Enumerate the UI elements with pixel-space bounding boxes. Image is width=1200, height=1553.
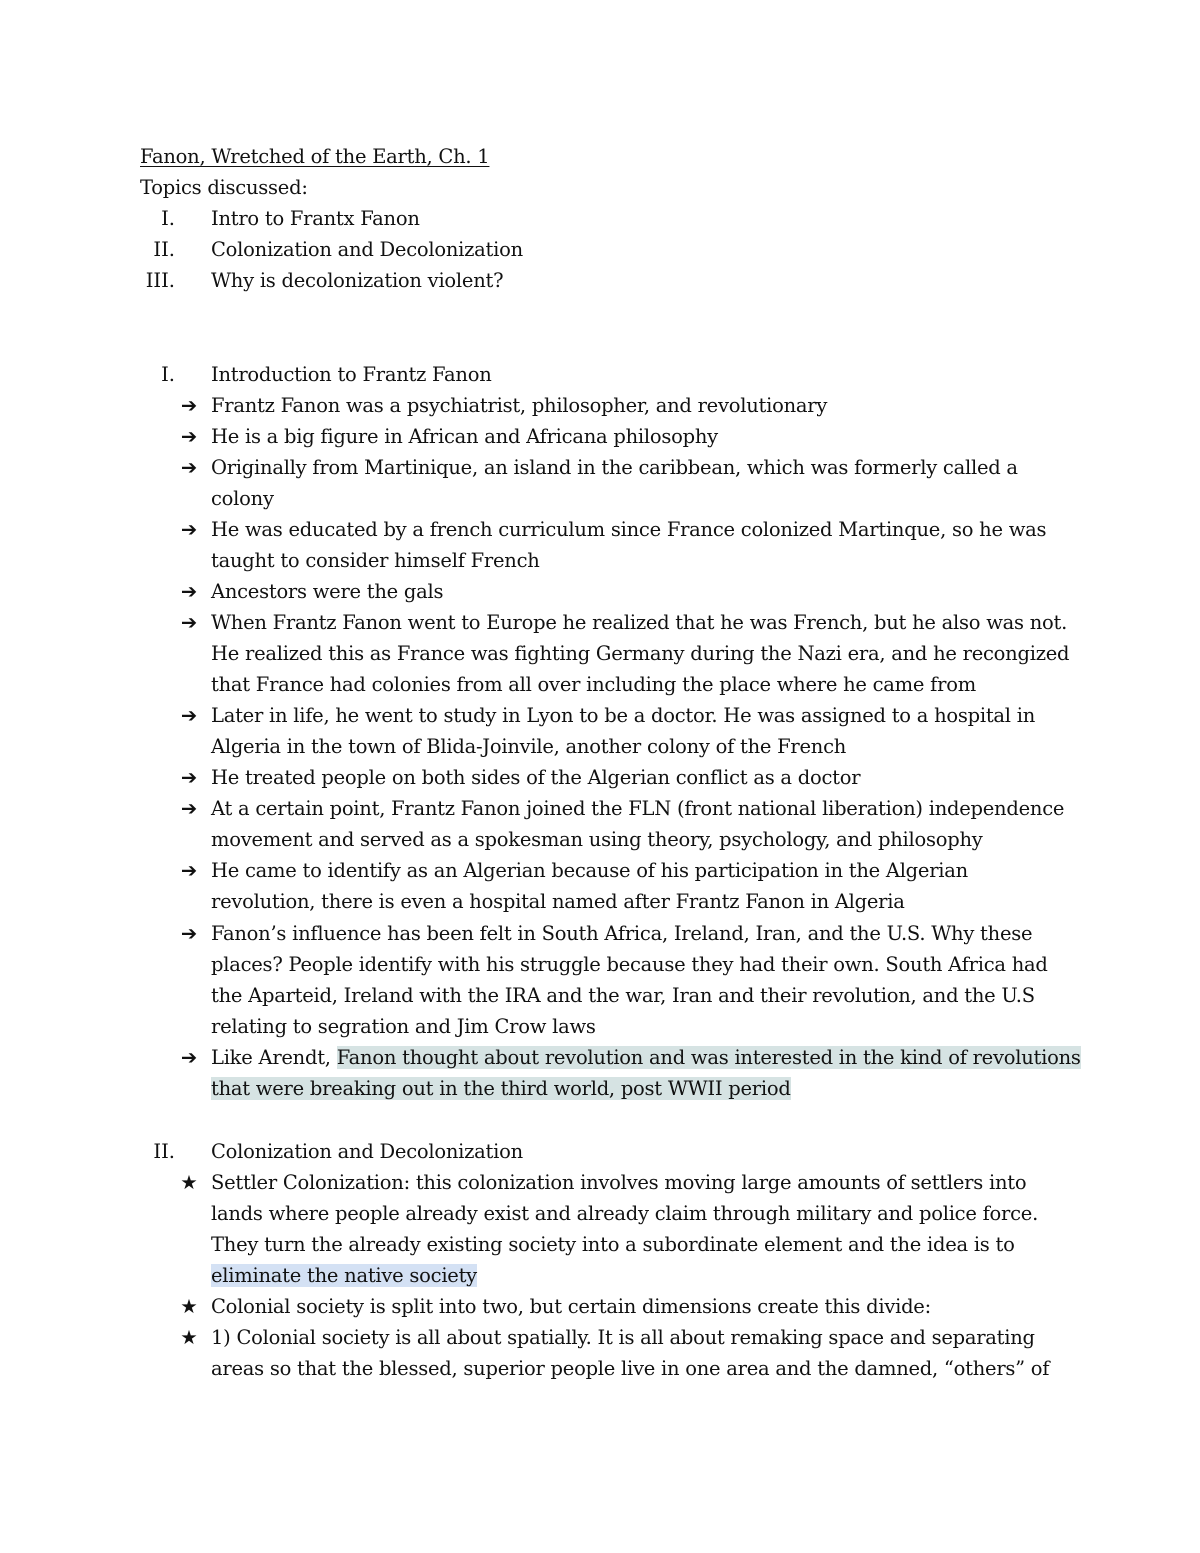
section-numeral: I. <box>161 363 175 386</box>
bullet-text: Settler Colonization: this colonization involves moving large amounts of settlers into <box>211 1171 1027 1194</box>
bullet-text-continued: taught to consider himself French <box>211 549 540 572</box>
section-numeral: II. <box>153 1140 175 1163</box>
highlighted-text: Fanon thought about revolution and was interested in the kind of revolutions <box>336 1046 1081 1069</box>
right-arrow-icon: ➔ <box>180 859 198 882</box>
star-icon: ★ <box>180 1295 198 1318</box>
bullet-text: He is a big figure in African and Africana philosophy <box>211 425 718 448</box>
right-arrow-icon: ➔ <box>180 580 198 603</box>
bullet-text-prefix: Like Arendt, <box>211 1046 337 1069</box>
bullet-text-continued: colony <box>211 487 274 510</box>
highlighted-text: eliminate the native society <box>211 1264 477 1287</box>
right-arrow-icon: ➔ <box>180 766 198 789</box>
bullet-text-continued: areas so that the blessed, superior people live in one area and the damned, “others” of <box>211 1357 1050 1380</box>
topic-item: Intro to Frantx Fanon <box>211 207 420 230</box>
topics-label: Topics discussed: <box>140 176 308 199</box>
bullet-text: Originally from Martinique, an island in the caribbean, which was formerly called a <box>211 456 1018 479</box>
right-arrow-icon: ➔ <box>180 394 198 417</box>
right-arrow-icon: ➔ <box>180 518 198 541</box>
topic-numeral: II. <box>153 238 175 261</box>
bullet-text: 1) Colonial society is all about spatially. It is all about remaking space and separating <box>211 1326 1035 1349</box>
topic-numeral: I. <box>161 207 175 230</box>
bullet-text-continued <box>211 1260 477 1291</box>
highlighted-text: that were breaking out in the third world, post WWII period <box>211 1077 791 1100</box>
section-heading: Colonization and Decolonization <box>211 1140 523 1163</box>
bullet-text: Frantz Fanon was a psychiatrist, philosopher, and revolutionary <box>211 394 828 417</box>
right-arrow-icon: ➔ <box>180 1046 198 1069</box>
bullet-text-continued: places? People identify with his struggle because they had their own. South Africa had <box>211 953 1048 976</box>
bullet-text: Later in life, he went to study in Lyon to be a doctor. He was assigned to a hospital in <box>211 704 1036 727</box>
bullet-text: When Frantz Fanon went to Europe he realized that he was French, but he also was not. <box>211 611 1068 634</box>
bullet-text: He treated people on both sides of the Algerian conflict as a doctor <box>211 766 861 789</box>
bullet-text-continued <box>211 1073 791 1104</box>
topic-item: Why is decolonization violent? <box>211 269 504 292</box>
topic-numeral: III. <box>145 269 175 292</box>
bullet-text-continued: movement and served as a spokesman using theory, psychology, and philosophy <box>211 828 983 851</box>
right-arrow-icon: ➔ <box>180 922 198 945</box>
bullet-text-continued: that France had colonies from all over including the place where he came from <box>211 673 976 696</box>
bullet-text-continued: They turn the already existing society into a subordinate element and the idea is to <box>211 1233 1015 1256</box>
right-arrow-icon: ➔ <box>180 456 198 479</box>
document-title: Fanon, Wretched of the Earth, Ch. 1 <box>140 145 490 168</box>
bullet-text-continued: relating to segration and Jim Crow laws <box>211 1015 596 1038</box>
bullet-text-continued: lands where people already exist and already claim through military and police force. <box>211 1202 1039 1225</box>
right-arrow-icon: ➔ <box>180 611 198 634</box>
topic-item: Colonization and Decolonization <box>211 238 523 261</box>
right-arrow-icon: ➔ <box>180 704 198 727</box>
bullet-text: Ancestors were the gals <box>211 580 444 603</box>
star-icon: ★ <box>180 1326 198 1349</box>
bullet-text: Fanon’s influence has been felt in South Africa, Ireland, Iran, and the U.S. Why these <box>211 922 1033 945</box>
bullet-text: He came to identify as an Algerian because of his participation in the Algerian <box>211 859 968 882</box>
section-heading: Introduction to Frantz Fanon <box>211 363 492 386</box>
bullet-text-continued: He realized this as France was fighting Germany during the Nazi era, and he recongized <box>211 642 1070 665</box>
right-arrow-icon: ➔ <box>180 797 198 820</box>
bullet-text-highlighted <box>211 1042 1081 1073</box>
bullet-text: He was educated by a french curriculum since France colonized Martinque, so he was <box>211 518 1047 541</box>
right-arrow-icon: ➔ <box>180 425 198 448</box>
bullet-text-continued: the Aparteid, Ireland with the IRA and the war, Iran and their revolution, and the U.S <box>211 984 1035 1007</box>
bullet-text-continued: revolution, there is even a hospital named after Frantz Fanon in Algeria <box>211 890 905 913</box>
star-icon: ★ <box>180 1171 198 1194</box>
bullet-text-continued: Algeria in the town of Blida-Joinvile, another colony of the French <box>211 735 847 758</box>
bullet-text: At a certain point, Frantz Fanon joined the FLN (front national liberation) independence <box>211 797 1065 820</box>
bullet-text: Colonial society is split into two, but certain dimensions create this divide: <box>211 1295 931 1318</box>
